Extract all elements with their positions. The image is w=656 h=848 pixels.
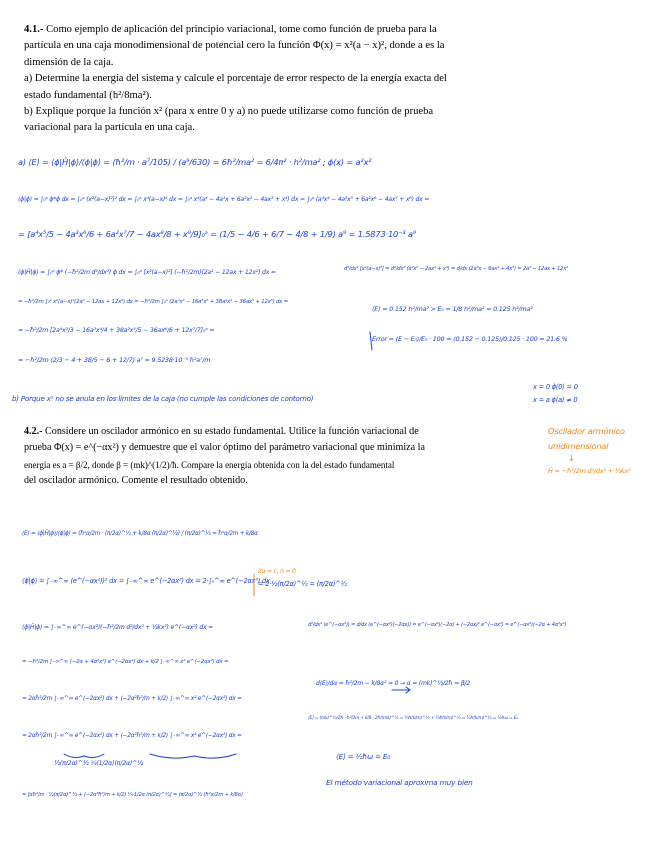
problem-number: 4.1.- [24, 24, 44, 35]
problem-4-1-line: a) Determine la energía del sistema y calcule el porcentaje de error respecto de la energía exacta del [24, 73, 447, 85]
problem-4-2-line: del oscilador armónico. Comente el resultado obtenido. [24, 475, 248, 487]
handwriting-line: ½(π/2α)^½ ¼(1/2α)(π/2α)^½ [54, 760, 144, 767]
handwriting-line: = 2αħ²/2m ∫₋∞^∞ e^(−2αx²) dx + (−2α²ħ²/m + k/2) ∫₋∞^∞ x² e^(−2αx²) dx = [22, 733, 242, 739]
handwriting-line: = 2αħ²/2m ∫₋∞^∞ e^(−2αx²) dx + (−2α²ħ²/m + k/2) ∫₋∞^∞ x² e^(−2αx²) dx = [22, 696, 242, 702]
handwriting-line: = −ħ²/2m [2a⁴x³/3 − 16a³x⁴/4 + 38a²x⁵/5 − 36ax⁶/6 + 12x⁷/7]₀ᵃ = [18, 327, 215, 334]
side-note-line: unidimensional [548, 441, 609, 451]
handwriting-line: ⟨ϕ|Ĥ|ϕ⟩ = ∫₋∞^∞ e^(−αx²)(−ħ²/2m d²/dx² + ½kx²) e^(−αx²) dx = [22, 624, 214, 631]
handwriting-line: El método variacional aproxima muy bien [326, 778, 473, 787]
problem-4-1-line: variacional para la partícula en una caja. [24, 122, 195, 134]
problem-4-1-line: estado fundamental (h²/8ma²). [24, 89, 152, 101]
problem-number: 4.2.- [24, 426, 43, 437]
handwriting-note: 2α = c, n = 0 [258, 568, 296, 575]
side-note-line: Oscilador armónico [548, 426, 625, 436]
problem-4-2-line: energía es a = β/2, donde β = (mk)^(1/2)/ħ. Compare la energía obtenida con la del estado fundamental [24, 459, 395, 470]
underbrace [64, 754, 104, 758]
handwriting-line: ⟨ϕ|ϕ⟩ = ∫₀ᵃ ϕ*ϕ dx = ∫₀ᵃ (x²(a−x)²)² dx = ∫₀ᵃ x⁴(a−x)⁴ dx = ∫₀ᵃ x⁴(a⁴ − 4a³x + 6a²x² − 4ax³ + x⁴) dx = ∫₀ᵃ (a⁴x⁴ − 4a³x⁵ + 6a²x⁶ − 4ax⁷ + x⁸) dx = [18, 196, 430, 203]
handwriting-line: = 2·½(π/2α)^½ = (π/2α)^½ [258, 580, 347, 588]
handwriting-line: ⟨E⟩ = (mk)^½/2ħ · ħ²/2m + k/8 · 2ħ/(mk)^½ = ¼ħ(k/m)^½ + ¼ħ(k/m)^½ = ½ħ(k/m)^½ = ½ħω = E₀ [308, 716, 518, 721]
handwriting-line: d²/dx² [x²(a−x)²] = d²/dx² (a²x² − 2ax³ + x⁴) = d/dx (2a²x − 6ax² + 4x³) = 2a² − 12ax + 12x² [344, 266, 568, 272]
handwriting-line: = −ħ²/2m ∫₀ᵃ x²(a−x)²(2a² − 12ax + 12x²) dx = −ħ²/2m ∫₀ᵃ (2a⁴x² − 16a³x³ + 38a²x⁴ − 36ax⁵ + 12x⁶) dx = [18, 299, 289, 305]
underbrace [370, 332, 372, 350]
handwriting-line: = −ħ²/2m (2/3 − 4 + 38/5 − 6 + 12/7) a⁷ = 9.5238·10⁻³ ħ²a⁷/m [18, 356, 211, 364]
side-note-line: Ĥ = −ħ²/2m d²/dx² + ½kx² [548, 467, 631, 475]
handwriting-line: ⟨E⟩ = 0.152 h²/ma² > E₀ = 1/8 h²/ma² = 0.125 h²/ma² [372, 305, 533, 313]
problem-4-2-line: prueba Φ(x) = e^(−αx²) y demuestre que el valor óptimo del parámetro variacional que minimiza la [24, 442, 425, 454]
arrow-down-icon: ↓ [568, 453, 575, 463]
problem-4-1-line: 4.1.- Como ejemplo de aplicación del principio variacional, tome como función de prueba para la [24, 24, 437, 35]
problem-4-1-line: partícula en una caja monodimensional de potencial cero la función Φ(x) = x²(a − x)², donde a es la [24, 40, 445, 52]
handwriting-line: x = 0 ϕ(0) = 0 [533, 383, 578, 391]
underbrace [150, 754, 236, 758]
handwriting-line: b) Porque x² no se anula en los límites de la caja (no cumple las condiciones de contorno) [12, 394, 314, 403]
handwriting-line: a) ⟨E⟩ = ⟨ϕ|Ĥ|ϕ⟩/⟨ϕ|ϕ⟩ = (ħ²/m · a⁷/105) / (a⁹/630) = 6ħ²/ma² = 6/4π² · h²/ma² ; ϕ(x) = a²x² [18, 157, 372, 167]
handwriting-line: Error = (E − E₀)/E₀ · 100 = (0.152 − 0.125)/0.125 · 100 = 21.6 % [372, 335, 568, 343]
problem-4-1-line: b) Explique porque la función x² (para x entre 0 y a) no puede utilizarse como función de prueba [24, 106, 434, 118]
handwriting-line: x = a ϕ(a) ≠ 0 [533, 396, 578, 404]
handwriting-line: = [a⁴x⁵/5 − 4a³x⁶/6 + 6a²x⁷/7 − 4ax⁸/8 + x⁹/9]₀ᵃ = (1/5 − 4/6 + 6/7 − 4/8 + 1/9) a⁹ = 1.5873·10⁻³ a⁹ [18, 229, 416, 239]
problem-4-1-line: dimensión de la caja. [24, 56, 114, 68]
handwriting-line: ⟨E⟩ = ⟨ϕ|Ĥ|ϕ⟩/⟨ϕ|ϕ⟩ = (ħ²α/2m · (π/2α)^½ + k/8α (π/2α)^½) / (π/2α)^½ = ħ²α/2m + k/8α [22, 531, 258, 537]
handwriting-line: d²/dx² (e^(−αx²)) = d/dx (e^(−αx²)(−2αx)) = e^(−αx²)(−2α) + (−2αx)² e^(−αx²) = e^(−αx²)(−2α + 4α²x²) [308, 622, 567, 628]
handwriting-line: = [αħ²/m · ½(π/2α)^½ + (−2α²ħ²/m + k/2) ¼·1/2α (π/2α)^½] = (π/2α)^½ (ħ²α/2m + k/8α) [22, 792, 243, 798]
handwriting-line: ⟨ϕ|Ĥ|ϕ⟩ = ∫₀ᵃ ϕ* (−ħ²/2m d²/dx²) ϕ dx = ∫₀ᵃ [x²(a−x)²] (−ħ²/2m)(2a² − 12ax + 12x²) dx = [18, 269, 277, 276]
handwriting-line: ⟨E⟩ = ½ħω = E₀ [336, 752, 390, 761]
arrow [392, 687, 410, 693]
handwriting-line: d⟨E⟩/dα = ħ²/2m − k/8α² = 0 → α = (mk)^½/2ħ = β/2 [316, 680, 471, 687]
problem-4-2-line: 4.2.- Considere un oscilador armónico en su estado fundamental. Utilice la función variacional de [24, 426, 419, 437]
handwriting-line: = −ħ²/2m ∫₋∞^∞ (−2α + 4α²x²) e^(−2αx²) dx + k/2 ∫₋∞^∞ x² e^(−2αx²) dx = [22, 659, 229, 665]
handwriting-line: ⟨ϕ|ϕ⟩ = ∫₋∞^∞ (e^(−αx²))² dx = ∫₋∞^∞ e^(−2αx²) dx = 2·∫₀^∞ e^(−2αx²) dx [22, 577, 270, 585]
